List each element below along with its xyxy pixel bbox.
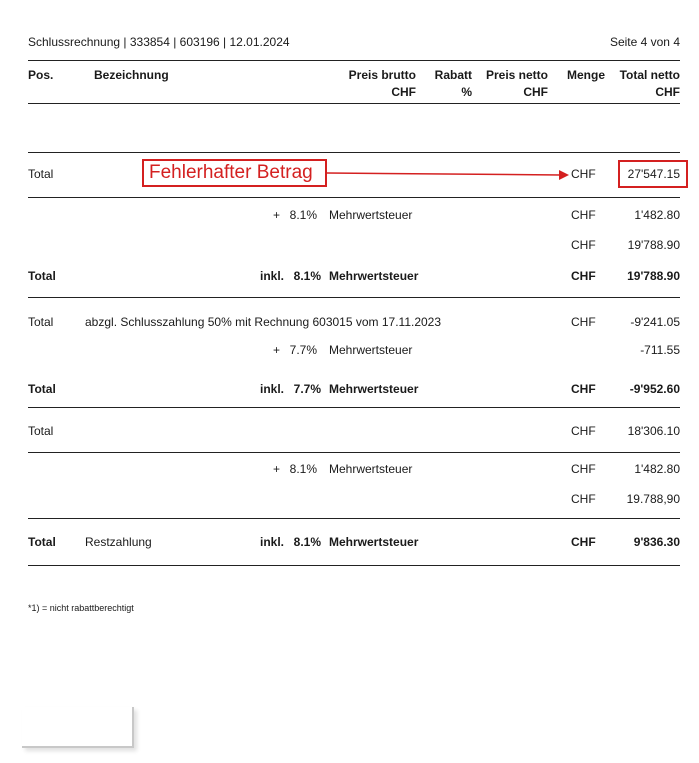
currency: CHF (571, 382, 596, 396)
page-number: Seite 4 von 4 (609, 35, 680, 49)
divider (28, 452, 680, 453)
col-rabatt: Rabatt (434, 68, 472, 82)
incl-label: inkl. (260, 535, 285, 549)
subtotal-amount: 19.788,90 (626, 492, 680, 506)
vat-sign: + (273, 343, 281, 357)
col-menge: Menge (566, 68, 605, 82)
subtotal-amount: 19'788.90 (627, 238, 680, 252)
total-label: Total (28, 315, 54, 329)
divider (28, 407, 680, 408)
total-label: Total (28, 424, 54, 438)
col-preis-brutto-unit: CHF (391, 85, 416, 99)
col-pos: Pos. (28, 68, 54, 82)
vat-text: Mehrwertsteuer (329, 343, 413, 357)
document-info: Schlussrechnung | 333854 | 603196 | 12.01.2024 (28, 35, 290, 49)
currency: CHF (571, 462, 596, 476)
currency: CHF (571, 238, 596, 252)
divider (28, 103, 680, 104)
total-label: Total (28, 382, 56, 396)
incl-label: inkl. (260, 382, 285, 396)
col-preis-netto: Preis netto (485, 68, 548, 82)
col-bezeichnung: Bezeichnung (94, 68, 169, 82)
currency: CHF (571, 208, 596, 222)
total-label: Total (28, 535, 56, 549)
vat-rate: 8.1% (293, 269, 321, 283)
vat-rate: 8.1% (289, 462, 317, 476)
col-preis-netto-unit: CHF (523, 85, 548, 99)
deduction-amount: -9'241.05 (630, 315, 680, 329)
vat-rate: 7.7% (293, 382, 321, 396)
erroneous-amount: 27'547.15 (627, 167, 680, 181)
col-rabatt-unit: % (461, 85, 472, 99)
annotation-highlight-box (618, 160, 688, 188)
vat-rate: 8.1% (289, 208, 317, 222)
divider (28, 152, 680, 153)
total-label: Total (28, 167, 54, 181)
incl-label: inkl. (260, 269, 285, 283)
col-total-netto: Total netto (619, 68, 680, 82)
vat-sign: + (273, 208, 281, 222)
vat-text: Mehrwertsteuer (329, 208, 413, 222)
final-description: Restzahlung (85, 535, 152, 549)
currency: CHF (571, 315, 596, 329)
final-amount: 9'836.30 (633, 535, 680, 549)
annotation-arrow (327, 166, 569, 182)
total-amount: 18'306.10 (627, 424, 680, 438)
divider (28, 197, 680, 198)
divider (28, 60, 680, 61)
vat-rate: 7.7% (289, 343, 317, 357)
vat-amount: 1'482.80 (634, 208, 680, 222)
deduction-text: abzgl. Schlusszahlung 50% mit Rechnung 603015 vom 17.11.2023 (85, 315, 442, 329)
col-total-netto-unit: CHF (655, 85, 680, 99)
divider (28, 518, 680, 519)
divider (28, 565, 680, 566)
vat-rate: 8.1% (293, 535, 321, 549)
vat-text: Mehrwertsteuer (329, 535, 419, 549)
vat-amount: 1'482.80 (634, 462, 680, 476)
total-amount: -9'952.60 (629, 382, 680, 396)
col-preis-brutto: Preis brutto (348, 68, 416, 82)
vat-sign: + (273, 462, 281, 476)
vat-text: Mehrwertsteuer (329, 382, 419, 396)
page-shadow-edge (22, 707, 134, 748)
divider (28, 297, 680, 298)
total-label: Total (28, 269, 56, 283)
currency: CHF (571, 492, 596, 506)
total-amount: 19'788.90 (627, 269, 680, 283)
vat-text: Mehrwertsteuer (329, 462, 413, 476)
annotation-label: Fehlerhafter Betrag (149, 162, 313, 183)
footnote: *1) = nicht rabattberechtigt (28, 603, 134, 613)
currency: CHF (571, 269, 596, 283)
vat-amount: -711.55 (640, 343, 680, 357)
currency: CHF (571, 167, 596, 181)
currency: CHF (571, 535, 596, 549)
vat-text: Mehrwertsteuer (329, 269, 419, 283)
currency: CHF (571, 424, 596, 438)
